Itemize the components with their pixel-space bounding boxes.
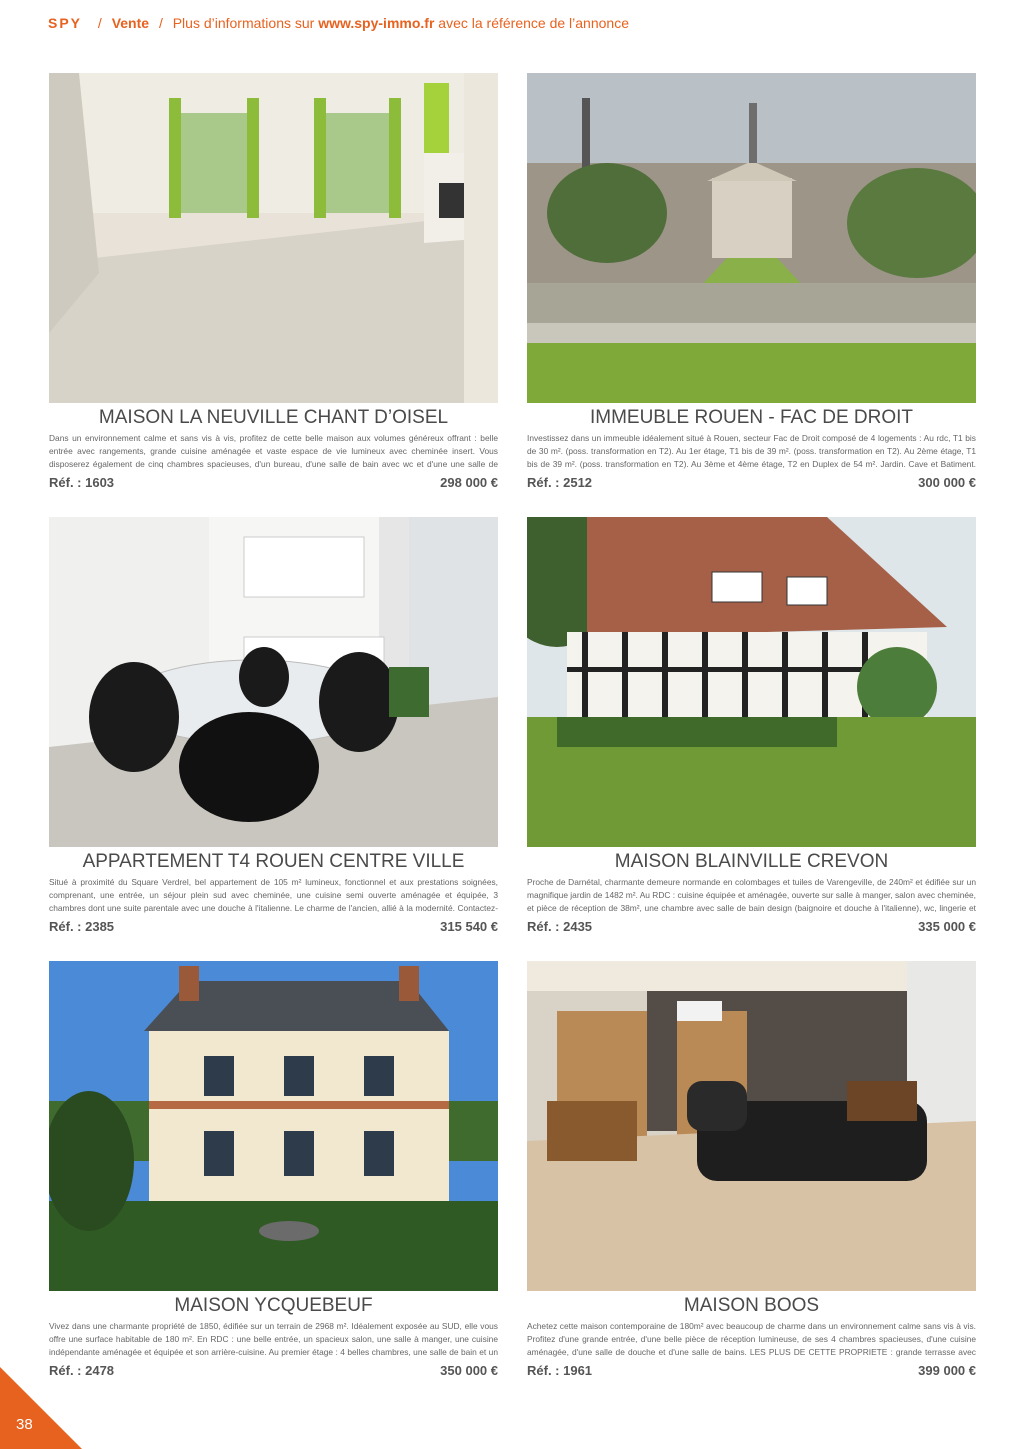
listing-price: 350 000 €	[440, 1363, 498, 1378]
listing-description: Investissez dans un immeuble idéalement situé à Rouen, secteur Fac de Droit composé de 4 logements : Au rdc, T1 bis de 30 m². (poss. transformation en T2). Au 1er étage, T1 bis de 39 m². (poss. transformation en T2). Au 2ème étage, T1 bis de 39 m². (poss. transformation en T2). Au 3ème et 4ème étage, T2 en Duplex de 54 m². Jardin. Cave et Batiment.	[527, 433, 976, 469]
listing-title: MAISON YCQUEBEUF	[174, 1295, 373, 1316]
header-separator: /	[97, 15, 102, 31]
listing-photo-building[interactable]	[527, 73, 976, 403]
listing-ref: Réf. : 2435	[527, 919, 593, 934]
listing-description: Proche de Darnétal, charmante demeure normande en colombages et tuiles de Varengeville, de 240m² et édifiée sur un magnifique jardin de 1482 m². Au RDC : cuisine équipée et aménagée, ouverte sur salle à manger, salon avec cheminée, et pièce de réception de 38m², une chambre avec salle de bain design (baignoire et douche à l'italienne), wc, lingerie et	[527, 877, 976, 913]
listing-ref: Réf. : 2512	[527, 475, 593, 490]
listing-price: 298 000 €	[440, 475, 498, 490]
listing-card[interactable]	[49, 961, 498, 1378]
listing-price: 315 540 €	[440, 919, 498, 934]
header-section: Vente	[111, 15, 150, 31]
listing-description: Dans un environnement calme et sans vis à vis, profitez de cette belle maison aux volumes généreux offrant : belle entrée avec rangements, grande cuisine aménagée et vaste espace de vie lumineux avec cheminée insert. Vous disposerez également de cinq chambres spacieuses, d'un bureau, d'une salle de bain avec wc et d'une une salle de	[49, 433, 498, 469]
listing-title: MAISON LA NEUVILLE CHANT D’OISEL	[98, 407, 449, 428]
header-info-suffix: avec la référence de l’annonce	[438, 15, 629, 31]
listing-card[interactable]	[527, 961, 976, 1378]
page-header	[48, 15, 629, 37]
listing-card[interactable]	[49, 73, 498, 490]
listing-price: 335 000 €	[918, 919, 976, 934]
listing-description: Vivez dans une charmante propriété de 1850, édifiée sur un terrain de 2968 m². Idéalement exposée au SUD, elle vous offre une surface habitable de 180 m². En RDC : une belle entrée, un spacieux salon, une salle à manger, une cuisine indépendante aménagée et équipée et son arrière-cuisine. Au premier étage : 4 belles chambres, une salle de bain et un	[49, 1321, 498, 1357]
listing-card[interactable]	[527, 517, 976, 934]
listing-ref: Réf. : 2385	[49, 919, 115, 934]
header-info-prefix: Plus d’informations sur	[172, 15, 315, 31]
header-site-link[interactable]: www.spy-immo.fr	[318, 15, 435, 31]
listing-price: 300 000 €	[918, 475, 976, 490]
listing-ref: Réf. : 2478	[49, 1363, 115, 1378]
listing-title: APPARTEMENT T4 ROUEN CENTRE VILLE	[82, 851, 465, 872]
page-number: 38	[16, 1416, 33, 1433]
listing-ref: Réf. : 1961	[527, 1363, 593, 1378]
listing-price: 399 000 €	[918, 1363, 976, 1378]
listing-description: Achetez cette maison contemporaine de 180m² avec beaucoup de charme dans un environnement calme sans vis à vis. Profitez d'une grande entrée, d'une belle pièce de réception lumineuse, de ses 4 chambres spacieuses, d'une cuisine aménagée, d'une salle de douche et d'une salle de bains. LES PLUS DE CETTE PROPRIETE : grande terrasse avec	[527, 1321, 976, 1357]
listing-photo-brick-manor[interactable]	[49, 961, 498, 1291]
listing-title: MAISON BLAINVILLE CREVON	[614, 851, 889, 872]
listing-photo-half-timbered-house[interactable]	[527, 517, 976, 847]
listing-title: MAISON BOOS	[683, 1295, 820, 1316]
listing-title: IMMEUBLE ROUEN - FAC DE DROIT	[589, 407, 914, 428]
listing-card[interactable]	[49, 517, 498, 934]
brand-logo: SPY	[48, 15, 83, 31]
listing-ref: Réf. : 1603	[49, 475, 115, 490]
listing-photo-living-room[interactable]	[49, 73, 498, 403]
listing-photo-living-room-sofa[interactable]	[527, 961, 976, 1291]
page-corner-triangle	[0, 1367, 82, 1449]
listing-photo-kitchen[interactable]	[49, 517, 498, 847]
listing-description: Situé à proximité du Square Verdrel, bel appartement de 105 m² lumineux, fonctionnel et aux prestations soignées, comprenant, une entrée, un séjour plein sud avec cheminée, une cuisine semi ouverte aménagée et équipée, 3 chambres dont une suite parentale avec une douche à l'italienne. Le charme de l'ancien, allié à la modernité. Contactez-	[49, 877, 498, 913]
listing-card[interactable]	[527, 73, 976, 490]
header-separator: /	[158, 15, 163, 31]
